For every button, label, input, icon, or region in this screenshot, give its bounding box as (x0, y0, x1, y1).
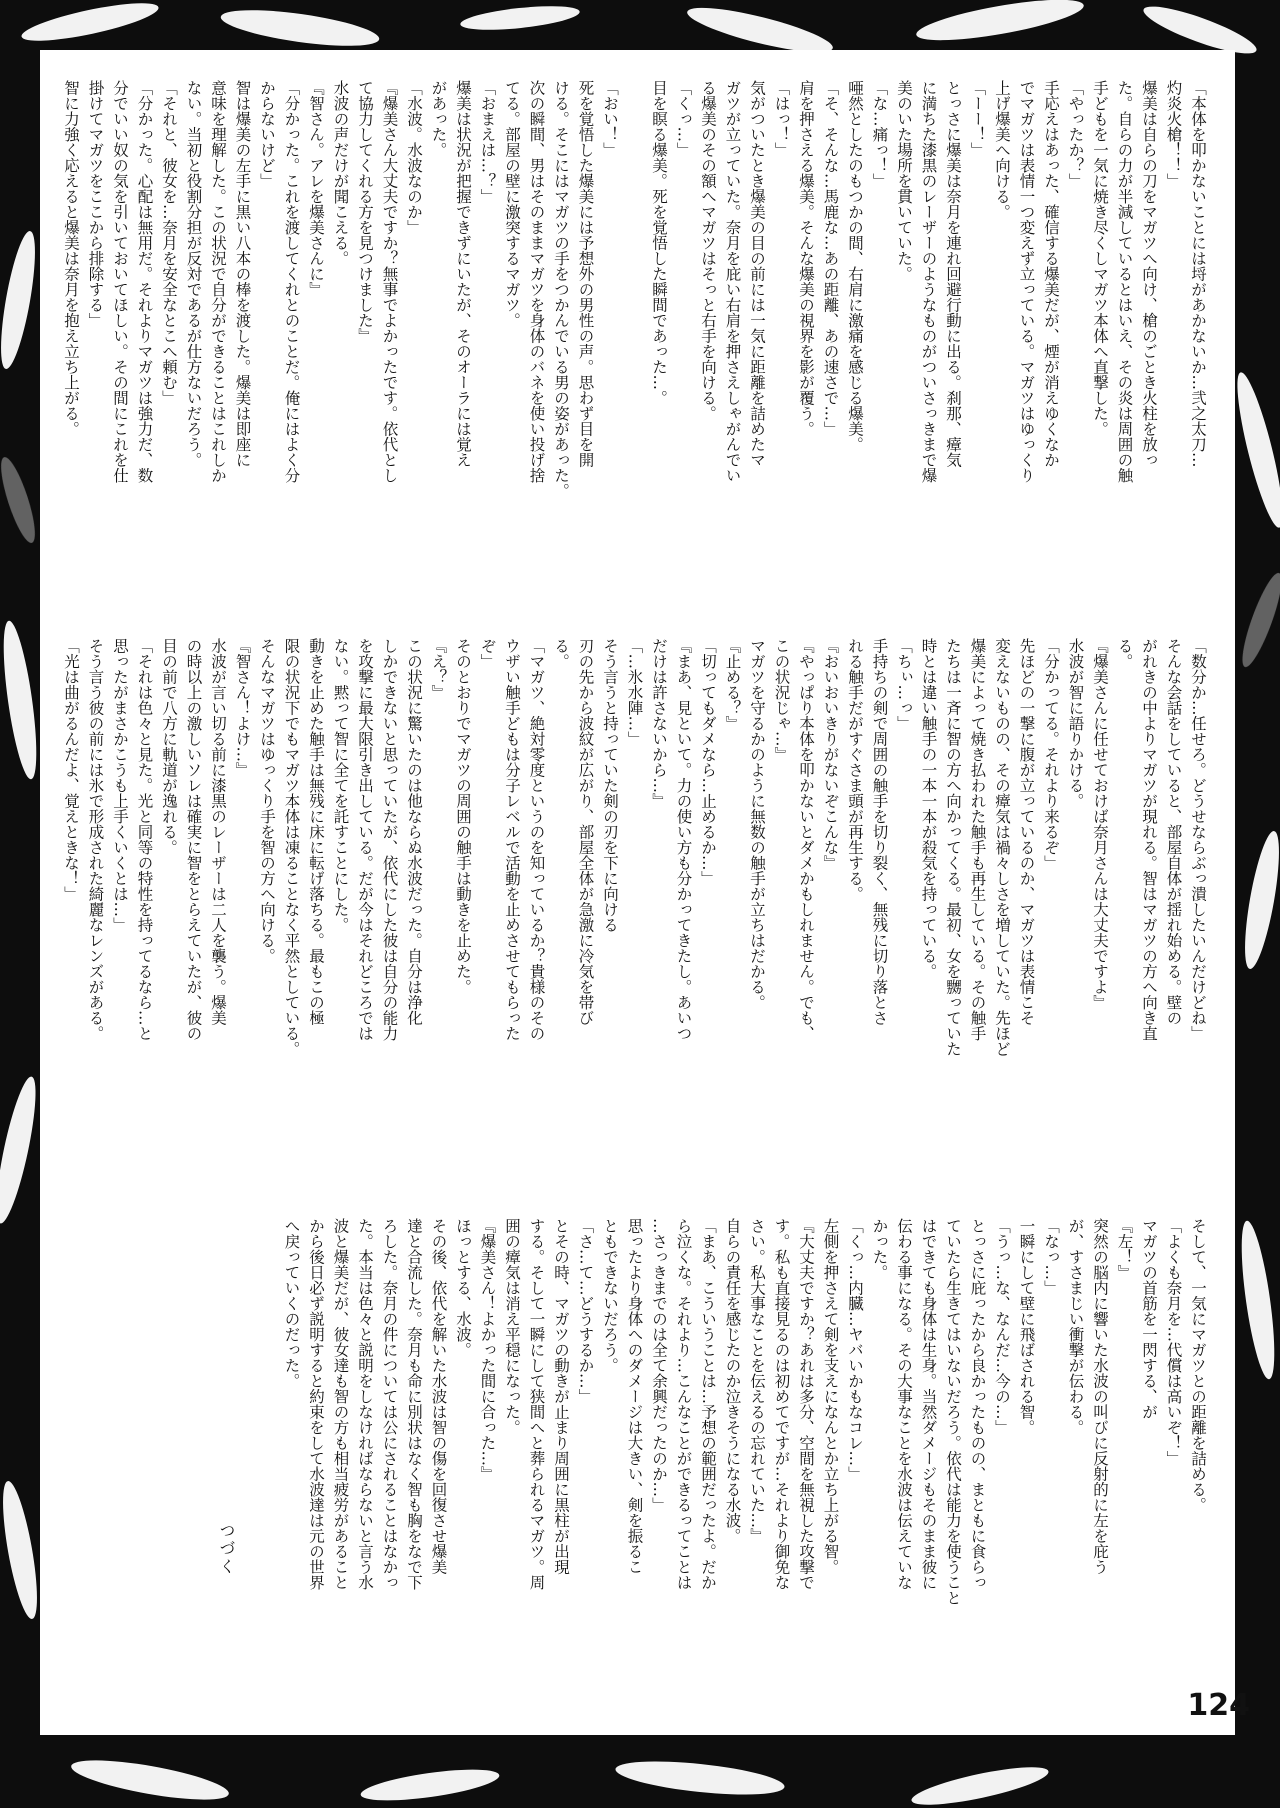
text-line: ウザい触手どもは分子レベルで活動を止めさせてもらった (503, 638, 521, 1041)
text-line: を攻撃に最大限引き出している。だが今はそれどころでは (356, 638, 374, 1041)
text-line: れる触手だがすぐさま頭が再生する。 (846, 638, 864, 902)
text-line: ない。当初と役割分担が反対であるが仕方ないだろう。 (184, 80, 203, 468)
text-line: 伝わる事になる。その大事なことを水波は伝えていな (895, 1218, 913, 1590)
text-line: が、すさまじい衝撃が伝わる。 (1066, 1218, 1085, 1435)
text-line: ていたら生きてはいないだろう。依代は能力を使うこと (944, 1218, 962, 1606)
text-line: 水波が言い切る前に漆黒のレーザーは二人を襲う。爆美 (209, 638, 227, 1026)
text-line: 「おまえは…？」 (478, 80, 497, 204)
text-line: 先ほどの一撃に腹が立っているのか、マガツは表情こそ (1017, 638, 1036, 1026)
text-line: 「数分か…任せろ。どうせならぶっ潰したいんだけどね」 (1189, 638, 1207, 1041)
text-line: 『大丈夫ですか？あれは多分、空間を無視した攻撃で (797, 1218, 815, 1590)
text-line: …さっきまでのは全て余興だったのか…」 (650, 1218, 668, 1513)
text-line: 『まあ、見といて。力の使い方も分かってきたし。あいつ (674, 638, 693, 1041)
text-line: 波と爆美だが、彼女達も智の方も相当疲労があること (331, 1218, 350, 1590)
text-line: ける。そこにはマガツの手をつかんでいる男の姿があった。 (552, 80, 570, 499)
text-line: 「くっ…内臓…ヤバいかもなコレ…」 (846, 1218, 864, 1482)
text-line: 「そ、そんな…馬鹿な…あの距離、あの速さで…」 (821, 80, 840, 437)
text-line: 「ーー！」 (968, 80, 987, 158)
text-line: 『止める？』 (723, 638, 742, 731)
text-line: 分でいい奴の気を引いておいてほしい。その間にこれを仕 (111, 80, 129, 483)
text-line: 爆美は自らの刀をマガツへ向け、槍のごとき火柱を放っ (1140, 80, 1158, 468)
text-line: 達と合流した。奈月も命に別状はなく智も胸をなで下 (405, 1218, 423, 1590)
text-line: 「な…痛っ！」 (870, 80, 889, 189)
text-line: 動きを止めた触手は無残に床に転げ落ちる。最もこの極 (307, 638, 325, 1026)
text-line: さい。私大事なことを伝えるの忘れていた…』 (748, 1218, 766, 1544)
text-line: だけは許さないから…』 (650, 638, 668, 809)
text-line: て協力してくれる方を見つけました』 (356, 80, 374, 344)
text-line: に満ちた漆黒のレーザーのようなものがついさっきまで爆 (919, 80, 938, 483)
text-line: た。本当は色々と説明をしなければならないと言う水 (356, 1218, 374, 1590)
text-line: 『爆美さん大丈夫ですか？無事でよかったです。依代とし (380, 80, 399, 483)
text-line: ぞ」 (478, 638, 497, 669)
text-line: 目を瞑る爆美。死を覚悟した瞬間であった…。 (650, 80, 668, 406)
page-number: 124 (1187, 1688, 1250, 1723)
text-line: 「うっ…な、なんだ…今の…」 (993, 1218, 1011, 1435)
text-line: てる。部屋の壁に激突するマガツ。 (503, 80, 521, 328)
text-line: 変えないものの、その瘴気は禍々しさを増していた。先ほど (993, 638, 1011, 1057)
text-line: 「ちぃ…っ」 (895, 638, 913, 731)
text-line: る。 (1115, 638, 1134, 669)
text-line: があった。 (429, 80, 448, 158)
text-line: 「分かった。これを渡してくれとのことだ。俺にはよく分 (282, 80, 301, 483)
text-line: 「さ…て…どうするか…」 (576, 1218, 595, 1404)
text-line: 「切ってもダメなら…止めるか…」 (699, 638, 717, 886)
text-line: 一瞬にして壁に飛ばされる智。 (1017, 1218, 1036, 1435)
text-line: 「はっ！」 (772, 80, 791, 158)
text-line: しかできないと思っていたが、依代にした彼は自分の能力 (380, 638, 399, 1041)
text-line: 「くっ…」 (674, 80, 693, 158)
text-line: 灼炎火槍！！」 (1164, 80, 1183, 189)
text-line: そう言うと持っていた剣の刃を下に向ける (601, 638, 619, 933)
text-line: す。私も直接見るのは初めてですが…それより御免な (772, 1218, 791, 1590)
text-line: ろした。奈月の件については公にされることはなかっ (380, 1218, 399, 1590)
text-line: この状況に驚いたのは他ならぬ水波だった。自分は浄化 (405, 638, 423, 1026)
text-line: 「それは色々と見た。光と同等の特性を持ってるなら…と (135, 638, 154, 1041)
text-line: 次の瞬間、男はそのままマガツを身体のバネを使い投げ捨 (527, 80, 546, 483)
text-line: 刃の先から波紋が広がり、部屋全体が急激に冷気を帯び (576, 638, 595, 1026)
text-line: 左側を押さえて剣を支えになんとか立ち上がる智。 (821, 1218, 840, 1575)
text-line: 突然の脳内に響いた水波の叫びに反射的に左を庇う (1091, 1218, 1109, 1575)
text-line: 「よくも奈月を…代償は高いぞ！」 (1164, 1218, 1183, 1466)
text-line: 手応えはあった、確信する爆美だが、煙が消えゆくなか (1042, 80, 1060, 468)
text-line: たちは一斉に智の方へ向かってくる。最初、女を嬲っていた (944, 638, 962, 1057)
text-line: 気がついたとき爆美の目の前には一気に距離を詰めたマ (748, 80, 766, 468)
text-line: 囲の瘴気は消え平穏になった。 (503, 1218, 521, 1435)
text-line: そう言う彼の前には氷で形成された綺麗なレンズがある。 (86, 638, 105, 1041)
text-line: る爆美のその額へマガツはそっと右手を向ける。 (699, 80, 717, 421)
text-line: そんな会話をしていると、部屋自体が揺れ始める。壁の (1164, 638, 1183, 1026)
text-line: ない。黙って智に全てを託すことにした。 (331, 638, 350, 933)
text-line: 爆美によって焼き払われた触手も再生している。その触手 (968, 638, 987, 1041)
text-line: 「水波。水波なのか」 (405, 80, 423, 235)
text-line: でマガツは表情一つ変えず立っている。マガツはゆっくり (1017, 80, 1036, 483)
text-line: 智は爆美の左手に黒い八本の棒を渡した。爆美は即座に (233, 80, 252, 468)
text-line: 手どもを一気に焼き尽くしマガツ本体へ直撃した。 (1091, 80, 1109, 437)
text-line: 掛けてマガツをここから排除する」 (86, 80, 105, 328)
text-line: 「…氷水陣…」 (625, 638, 644, 747)
text-line: 手持ちの剣で周囲の触手を切り裂く、無残に切り落とさ (870, 638, 889, 1026)
text-line: する。そして一瞬にして狭間へと葬られるマガツ。周 (527, 1218, 546, 1590)
text-line: 限の状況下でもマガツ本体は凍ることなく平然としている。 (282, 638, 301, 1057)
text-line: 「マガツ、絶対零度というのを知っているか？貴様のその (527, 638, 546, 1041)
text-line: 『やっぱり本体を叩かないとダメかもしれません。でも、 (797, 638, 815, 1041)
text-line: 死を覚悟した爆美には予想外の男性の声。思わず目を開 (576, 80, 595, 468)
text-line: 「なっ…」 (1042, 1218, 1060, 1296)
text-line: ガツが立っていた。奈月を庇い右肩を押さえしゃがんでい (723, 80, 742, 483)
story-block-2 (59, 638, 1211, 1198)
text-line: はできても身体は生身。当然ダメージもそのまま彼に (919, 1218, 938, 1590)
text-line (622, 80, 647, 600)
text-line: そして、一気にマガツとの距離を詰める。 (1189, 1218, 1207, 1513)
text-line: 「分かってる。それより来るぞ」 (1042, 638, 1060, 871)
story-block-1 (59, 80, 1211, 600)
text-line: 「本体を叩かないことには埒があかないか…弐之太刀… (1189, 80, 1207, 468)
text-line: 『おいおいきりがないぞこんな』 (821, 638, 840, 871)
story-block-3 (279, 1218, 1210, 1686)
text-line: る。 (552, 638, 570, 669)
text-line: ら泣くな。それより…こんなことができるってことは (674, 1218, 693, 1590)
text-line: 「まあ、こういうことは…予想の範囲だったよ。だか (699, 1218, 717, 1590)
text-line: 唖然としたのもつかの間、右肩に激痛を感じる爆美。 (846, 80, 864, 452)
text-line: 「それと、彼女を…奈月を安全なとこへ頼む」 (160, 80, 178, 406)
text-line: マガツの首筋を一閃する、が (1140, 1218, 1158, 1420)
text-line: 『左！』 (1115, 1218, 1134, 1280)
text-line: 上げ爆美へ向ける。 (993, 80, 1011, 220)
text-line: 時とは違い触手の一本一本が殺気を持っている。 (919, 638, 938, 979)
text-line: 水波の声だけが聞こえる。 (331, 80, 350, 266)
text-line: から後日必ず説明すると約束をして水波達は元の世界 (307, 1218, 325, 1590)
text-line: その後、依代を解いた水波は智の傷を回復させ爆美 (429, 1218, 448, 1575)
text-line: た。自らの力が半減しているとはいえ、その炎は周囲の触 (1115, 80, 1134, 483)
text-line: とっさに爆美は奈月を連れ回避行動に出る。刹那、瘴気 (944, 80, 962, 468)
text-line: 『爆美さんに任せておけば奈月さんは大丈夫ですよ』 (1091, 638, 1109, 1010)
text-line: 「分かった。心配は無用だ。それよりマガツは強力だ、数 (135, 80, 154, 483)
text-line: 意味を理解した。この状況で自分ができることはこれしか (209, 80, 227, 483)
text-line: がれきの中よりマガツが現れる。智はマガツの方へ向き直 (1140, 638, 1158, 1041)
text-line: 『爆美さん！よかった間に合った…』 (478, 1218, 497, 1482)
text-line: 智に力強く応えると爆美は奈月を抱え立ち上がる。 (62, 80, 80, 437)
text-line: 爆美は状況が把握できずにいたが、そのオーラには覚え (454, 80, 472, 468)
text-line: へ戻っていくのだった。 (282, 1218, 301, 1389)
text-line: かった。 (870, 1218, 889, 1280)
text-line: 水波が智に語りかける。 (1066, 638, 1085, 809)
text-line: からないけど」 (258, 80, 276, 189)
to-be-continued-label: つづく (217, 1522, 236, 1576)
text-line: 「やったか？」 (1066, 80, 1085, 189)
text-line: の時以上の激しいソレは確実に智をとらえていたが、彼の (184, 638, 203, 1041)
text-line: マガツを守るかのように無数の触手が立ちはだかる。 (748, 638, 766, 1010)
text-line: ともできないだろう。 (601, 1218, 619, 1373)
text-line: この状況じゃ…』 (772, 638, 791, 762)
text-line: 目の前で八方に軌道が逸れる。 (160, 638, 178, 855)
text-line: 美のいた場所を貫いていた。 (895, 80, 913, 282)
text-line: そのとおりでマガツの周囲の触手は動きを止めた。 (454, 638, 472, 995)
text-line: 『智さん！よけ…』 (233, 638, 252, 778)
text-line: 「おい！」 (601, 80, 619, 158)
text-line: 自らの責任を感じたのか泣きそうになる水波。 (723, 1218, 742, 1544)
text-line: 肩を押さえる爆美。そんな爆美の視界を影が覆う。 (797, 80, 815, 437)
text-line: 思ったより身体へのダメージは大きい、剣を振るこ (625, 1218, 644, 1575)
text-line: 思ったがまさかこうも上手くいくとは…」 (111, 638, 129, 933)
text-line: 『え？』 (429, 638, 448, 700)
text-line: そんなマガツはゆっくり手を智の方へ向ける。 (258, 638, 276, 964)
text-line: ほっとする、水波。 (454, 1218, 472, 1358)
text-line: とっさに庇ったから良かったものの、まともに食らっ (968, 1218, 987, 1590)
text-line: 『智さん。アレを爆美さんに』 (307, 80, 325, 297)
text-line: 「光は曲がるんだよ、覚えときな！」 (62, 638, 80, 902)
text-line: とその時、マガツの動きが止まり周囲に黒柱が出現 (552, 1218, 570, 1575)
